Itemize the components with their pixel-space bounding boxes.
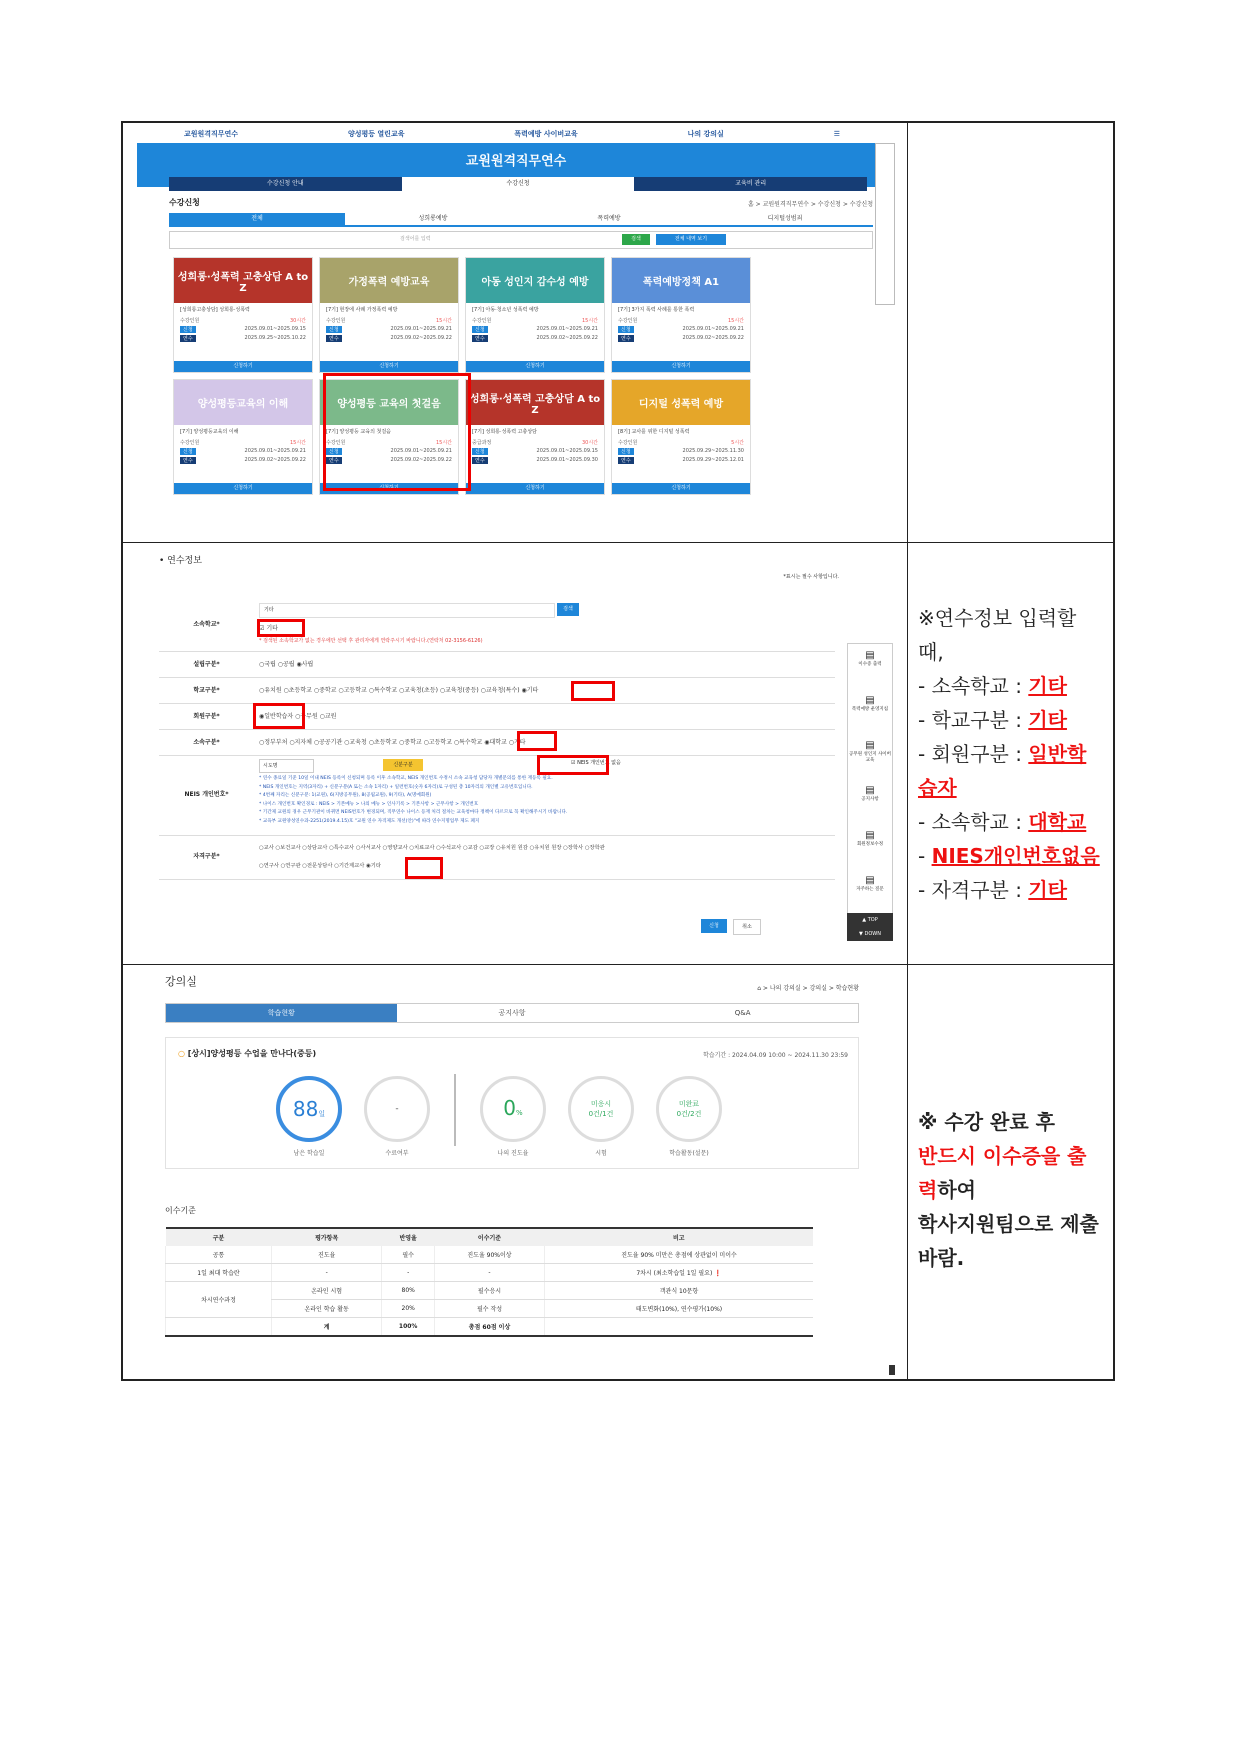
document-icon: ▤ (865, 740, 875, 751)
field-label: 회원구분* (193, 713, 220, 720)
table-cell: - (271, 1264, 381, 1282)
table-sum-row (166, 1318, 814, 1337)
side-menu-label: 공무원 성인지 사이버교육 (849, 752, 891, 763)
table-cell: 태도변화(10%), 연수평가(10%) (545, 1300, 813, 1318)
note-highlight: 기타 (1028, 674, 1067, 698)
table-header: 반영율 (382, 1228, 435, 1246)
note-highlight: 기타 (1028, 708, 1067, 732)
table-row (166, 1246, 814, 1264)
search-all-button[interactable]: 전체 내역 보기 (656, 234, 726, 245)
apply-button[interactable]: 신청하기 (466, 361, 604, 372)
course-date: 2025.09.02~2025.09.22 (244, 457, 306, 463)
course-label: 중급과정 (472, 440, 492, 446)
table-cell: 7차시 (최소학습일 1일 필요) ❗ (545, 1264, 813, 1282)
school-type-options[interactable]: ○유치원 ○초등학교 ○중학교 ○고등학교 ○특수학교 ○교육청(초등) ○교육청(중등) ○교육청(특수) ◉기타 (259, 687, 539, 694)
course-date: 2025.09.02~2025.09.22 (536, 335, 598, 341)
submit-button[interactable]: 신청 (701, 919, 727, 933)
table-cell: 공통 (166, 1246, 272, 1264)
period-badge: 신청 (472, 448, 488, 455)
exam-status: 미응시 (590, 1100, 612, 1108)
course-card[interactable] (611, 257, 751, 373)
screenshot-classroom: 강의실 ⌂ > 나의 강의실 > 강의실 > 학습현황 학습현황 공지사항 Q&A ○ [상시]양성평등 수업을 만나다(중등) 학습기간 : 2024.04.09 10:00 ~ 2024.11.30 23:59 88일 남은 학습일 - 수료여부 0% 나의 진도율 미응시 0건/1건 시험 미완료 0건/2건 학습활동(설문) 이수기준 구분 평가항목 반영율 이수기준 비고 공통 진도율 필수 진도율 90%이상 진도율 90% 미만은 총점에 상관없이 미이수 1일 최대 학습란 - - - 7차시 (최소학습일 1일 필요) ❗ 차시연수과정 온라인 시험 80% 필수응시 객관식 10문항 온라인 학습 활동 20% 필수 작성 태도변화(10%), 연수평가(10%) 계 100% 총점 60점 이상 (129, 965, 895, 1379)
apply-button[interactable]: 신청하기 (466, 483, 604, 494)
subtab-active[interactable]: 수강신청 (402, 177, 635, 191)
activity-circle (656, 1076, 722, 1142)
period-badge: 신청 (326, 326, 342, 333)
completion-circle: - (364, 1076, 430, 1142)
side-menu-label: 회원정보수정 (856, 842, 884, 847)
down-button[interactable]: ▼ DOWN (859, 931, 881, 937)
highlight-box (517, 731, 557, 751)
required-note: *표시는 필수 사항입니다. (783, 574, 839, 580)
exam-count: 0건/1건 (588, 1110, 614, 1118)
table-header: 평가항목 (271, 1228, 381, 1246)
table-cell: 1일 최대 학습란 (166, 1264, 272, 1282)
document-icon: ▤ (865, 695, 875, 706)
side-menu-item[interactable] (848, 779, 892, 824)
course-card[interactable] (319, 257, 459, 373)
side-menu-item[interactable] (848, 734, 892, 779)
course-title: [7기] 양성평등교육의 이해 (180, 429, 239, 435)
course-date: 2025.09.01~2025.09.21 (536, 326, 598, 332)
course-label: 수강인원 (180, 440, 200, 446)
subtab[interactable]: 수강신청 안내 (169, 177, 402, 191)
menu-icon[interactable]: ☰ (833, 130, 840, 138)
period-badge: 연수 (618, 457, 634, 464)
course-thumbnail: 양성평등 교육의 첫걸음 (320, 380, 458, 425)
note-line: - 소속학교 : (918, 674, 1029, 698)
table-cell: 필수응시 (434, 1282, 544, 1300)
course-hours: 5시간 (731, 440, 744, 446)
table-cell: - (382, 1264, 435, 1282)
course-title: [8기] 교사를 위한 디지털 성폭력 (618, 429, 690, 435)
neis-note-line: * 나이스 개인번호 확인경로 : NEIS > 기본메뉴 > 나의 메뉴 > 인사기록 > 기본사항 > 근무사항 > 개인번호 (259, 801, 479, 807)
course-status-box (165, 1037, 859, 1169)
course-label: 수강인원 (326, 318, 346, 324)
period-badge: 신청 (618, 448, 634, 455)
highlight-box (253, 703, 305, 729)
course-title: [7기] 3가지 폭력 사례를 통한 폭력 (618, 307, 695, 313)
table-cell: 진도율 90% 미만은 총점에 상관없이 미이수 (545, 1246, 813, 1264)
apply-button[interactable]: 신청하기 (174, 361, 312, 372)
table-cell: 객관식 10문항 (545, 1282, 813, 1300)
field-label: NEIS 개인번호* (184, 791, 229, 798)
course-title: [7기] 현장에 사례 가정폭력 예방 (326, 307, 398, 313)
course-title: [상시]양성평등 수업을 만나다(중등) (187, 1049, 317, 1058)
course-thumbnail: 가정폭력 예방교육 (320, 258, 458, 303)
note-highlight: NIES개인번호없음 (931, 844, 1100, 868)
tab-learning-status[interactable]: 학습현황 (166, 1004, 397, 1022)
period-badge: 연수 (472, 335, 488, 342)
course-date: 2025.09.02~2025.09.22 (390, 457, 452, 463)
course-card[interactable] (611, 379, 751, 495)
note-line: - 자격구분 : (918, 878, 1029, 902)
classroom-tabs (165, 1003, 859, 1023)
study-period: 학습기간 : 2024.04.09 10:00 ~ 2024.11.30 23:59 (703, 1052, 848, 1059)
neis-note-line: * 연수 종료일 기준 10일 이내 NEIS 등록이 신청되며 등록 이후 소속학교, NEIS 개인번호 수정시 소속 교육청 담당자 개별문의를 통한 재등록 필요. (259, 776, 553, 781)
breadcrumb: 나의 강의실 > 강의실 > 학습현황 (769, 985, 859, 992)
field-affiliation (159, 729, 835, 756)
activity-status: 미완료 (678, 1100, 700, 1108)
side-menu-item[interactable] (848, 869, 892, 914)
note-line: 하여 (937, 1178, 976, 1202)
table-cell: 총점 60점 이상 (434, 1318, 544, 1337)
page-title: 수강신청 (169, 198, 200, 207)
side-menu-label: 폭력예방 운영지침 (851, 707, 889, 712)
course-card[interactable] (173, 257, 313, 373)
page-title: 강의실 (165, 975, 197, 988)
school-note: * 검색된 소속학교가 없는 경우에만 선택 후 관리자에게 연락주시기 바랍니다.(연락처 02-3156-6126) (259, 638, 483, 644)
table-cell: 80% (382, 1282, 435, 1300)
course-title: [7기] 양성평등 교육의 첫걸음 (326, 429, 391, 435)
course-label: 수강인원 (472, 318, 492, 324)
top-button[interactable]: ▲ TOP (862, 917, 878, 923)
note-classroom (918, 1105, 1105, 1275)
nav-item[interactable]: 폭력예방 사이버교육 (514, 130, 578, 138)
table-cell: 온라인 시험 (271, 1282, 381, 1300)
side-menu-item[interactable] (848, 644, 892, 689)
note-highlight: 반드시 이수증을 출력 (918, 1144, 1087, 1202)
course-date: 2025.09.01~2025.09.15 (536, 448, 598, 454)
course-date: 2025.09.01~2025.09.30 (536, 457, 598, 463)
field-label: 설립구분* (193, 661, 220, 668)
circle-icon: ○ (178, 1049, 185, 1058)
top-navigation (129, 123, 895, 145)
field-certificate (159, 835, 835, 880)
document-icon: ▤ (865, 785, 875, 796)
apply-button[interactable]: 신청하기 (174, 483, 312, 494)
criteria-title: 이수기준 (165, 1206, 196, 1215)
course-date: 2025.09.01~2025.09.21 (390, 326, 452, 332)
course-label: 수강인원 (180, 318, 200, 324)
table-cell: - (434, 1264, 544, 1282)
highlight-box (257, 619, 305, 637)
document-icon: ▤ (865, 875, 875, 886)
neis-region-select[interactable]: 시도명 (259, 759, 314, 773)
foundation-options[interactable]: ○국립 ○공립 ◉사립 (259, 661, 314, 668)
field-label: 소속구분* (193, 739, 220, 746)
table-cell: 100% (382, 1318, 435, 1337)
table-row (166, 1264, 814, 1282)
field-foundation (159, 651, 835, 678)
period-badge: 신청 (180, 326, 196, 333)
days-unit: 일 (318, 1110, 326, 1118)
side-quick-menu (875, 143, 895, 305)
top-down-buttons (847, 913, 893, 941)
document-icon: ▤ (865, 830, 875, 841)
criteria-table (165, 1227, 813, 1337)
progress-unit: % (516, 1109, 523, 1117)
cancel-button[interactable]: 취소 (733, 919, 761, 935)
activity-count: 0건/2건 (676, 1110, 702, 1118)
member-options[interactable]: ◉일반학습자 ○공무원 ○교원 (259, 713, 337, 720)
nav-item[interactable]: 나의 강의실 (687, 130, 724, 138)
home-icon[interactable]: ⌂ (757, 985, 761, 992)
apply-button[interactable]: 신청하기 (612, 361, 750, 372)
exam-circle (568, 1076, 634, 1142)
table-cell (545, 1318, 813, 1337)
course-date: 2025.09.01~2025.09.21 (682, 326, 744, 332)
period-badge: 연수 (618, 335, 634, 342)
highlight-box (537, 755, 609, 775)
course-hours: 15시간 (435, 318, 452, 324)
note-highlight: 기타 (1028, 878, 1067, 902)
note-line: ※ 수강 완료 후 (918, 1110, 1055, 1134)
course-date: 2025.09.02~2025.09.22 (682, 335, 744, 341)
note-line: 학사지원팀으로 제출바람. (918, 1212, 1099, 1270)
nav-item[interactable]: 양성평등 열린교육 (347, 130, 405, 138)
period-badge: 연수 (472, 457, 488, 464)
school-etc-check: 기타 (266, 625, 278, 632)
period-badge: 연수 (326, 457, 342, 464)
table-header: 비고 (545, 1228, 813, 1246)
checkbox-icon[interactable]: ☑ (259, 625, 265, 632)
course-thumbnail: 성희롱·성폭력 고충상담 A to Z (174, 258, 312, 303)
neis-notes (259, 775, 567, 826)
note-line: - 학교구분 : (918, 708, 1029, 732)
tab-qna[interactable]: Q&A (734, 1009, 751, 1017)
course-hours: 15시간 (581, 318, 598, 324)
course-date: 2025.09.29~2025.11.30 (682, 448, 744, 454)
table-cell: 필수 (382, 1246, 435, 1264)
course-thumbnail: 디지털 성폭력 예방 (612, 380, 750, 425)
highlight-box (571, 681, 615, 701)
days-left-value: 88 (292, 1097, 319, 1121)
category-tab[interactable]: 성희롱예방 (418, 215, 448, 222)
period-badge: 신청 (618, 326, 634, 333)
exam-label: 시험 (595, 1150, 607, 1157)
category-tabs (169, 213, 873, 227)
course-thumbnail: 폭력예방정책 A1 (612, 258, 750, 303)
scrollbar[interactable] (889, 1365, 895, 1375)
days-left-label: 남은 학습일 (293, 1150, 325, 1157)
sub-tabs (169, 177, 867, 191)
apply-button[interactable]: 신청하기 (612, 483, 750, 494)
table-header: 이수기준 (434, 1228, 544, 1246)
note-highlight: 대학교 (1028, 810, 1087, 834)
certificate-options-2[interactable]: ○연구사 ○연구관 ○전문상담사 ○기간제교사 ◉기타 (259, 863, 381, 869)
progress-label: 나의 진도율 (497, 1150, 529, 1157)
progress-circle (480, 1076, 546, 1142)
table-row (166, 1282, 814, 1300)
period-badge: 신청 (472, 326, 488, 333)
course-date: 2025.09.01~2025.09.21 (244, 448, 306, 454)
note-line: - 회원구분 : (918, 742, 1029, 766)
table-cell: 진도율 (271, 1246, 381, 1264)
neis-note-line: * 교육부 교원양성연수과-2251(2019.4.15)호 "교원 연수 자격제도 개선(안)"에 따라 연수지명업무 제도 폐지 (259, 818, 480, 824)
neis-none-check: NEIS 개인번호 없음 (577, 760, 621, 766)
course-title: [7기] 성희롱·성폭력 고충상담 (472, 429, 537, 435)
period-badge: 연수 (180, 335, 196, 342)
subtab[interactable]: 교육비 관리 (634, 177, 867, 191)
highlight-box (405, 857, 443, 879)
nav-item[interactable]: 교원원격직무연수 (183, 130, 239, 138)
note-training-info: ※연수정보 입력할 때, - 소속학교 : 기타 - 학교구분 : 기타 - 회원구분 : 일반학습자 - 소속학교 : 대학교 - NIES개인번호없음 - 자격구분 : 기타 (918, 601, 1105, 907)
side-menu-label: 공지사항 (861, 797, 879, 802)
certificate-options-1[interactable]: ○교사 ○보건교사 ○상담교사 ○특수교사 ○사서교사 ○영양교사 ○치료교사 ○수석교사 ○교감 ○교장 ○유치원 원감 ○유치원 원장 ○장학사 ○장학관 (259, 845, 605, 851)
document-table (121, 121, 1115, 1381)
apply-button[interactable]: 신청하기 (320, 483, 458, 494)
row-classroom (123, 965, 1113, 1379)
neis-type-select[interactable]: 신분구분 (383, 759, 423, 771)
search-bar (169, 231, 873, 249)
days-left-circle (276, 1076, 342, 1142)
table-header: 구분 (166, 1228, 272, 1246)
progress-value: 0 (503, 1096, 517, 1120)
note-line: - 소속학교 : (918, 810, 1029, 834)
row-training-info (123, 543, 1113, 965)
side-menu-label: 자주하는 질문 (856, 887, 884, 892)
field-label: 자격구분* (193, 853, 220, 860)
table-cell: 필수 작성 (434, 1300, 544, 1318)
course-title: [7기] 아동·청소년 성폭력 예방 (472, 307, 539, 313)
table-cell: 온라인 학습 활동 (271, 1300, 381, 1318)
breadcrumb: 홈 > 교원원격직무연수 > 수강신청 > 수강신청 (747, 201, 873, 208)
side-menu-item[interactable] (848, 689, 892, 734)
row-course-list (123, 123, 1113, 543)
tab-notice[interactable]: 공지사항 (498, 1009, 526, 1017)
course-label: 수강인원 (618, 440, 638, 446)
side-menu-item[interactable] (848, 824, 892, 869)
course-hours: 30시간 (581, 440, 598, 446)
course-date: 2025.09.01~2025.09.21 (390, 448, 452, 454)
table-cell: 20% (382, 1300, 435, 1318)
screenshot-training-info (129, 543, 895, 964)
course-card[interactable] (465, 379, 605, 495)
category-tab[interactable]: 디지털성범죄 (767, 215, 803, 222)
course-date: 2025.09.25~2025.10.22 (244, 335, 306, 341)
course-thumbnail: 성희롱·성폭력 고충상담 A to Z (466, 380, 604, 425)
completion-label: 수료여부 (385, 1150, 409, 1157)
side-quick-menu (847, 643, 893, 915)
course-card[interactable] (465, 257, 605, 373)
course-label: 수강인원 (326, 440, 346, 446)
period-badge: 신청 (180, 448, 196, 455)
course-thumbnail: 아동 성인지 감수성 예방 (466, 258, 604, 303)
apply-button[interactable]: 신청하기 (320, 361, 458, 372)
neis-note-line: * NEIS 개인번호는 지역(3자리) + 신분구분(A 또는 소속 1자리) + 일련번호(숫자 6자리)로 구성된 총 10자리의 개인별 고유번호입니다. (259, 784, 533, 790)
course-thumbnail: 양성평등교육의 이해 (174, 380, 312, 425)
checkbox-icon[interactable]: ☑ (571, 760, 576, 766)
course-hours: 15시간 (435, 440, 452, 446)
field-school-type (159, 677, 835, 704)
course-card[interactable] (173, 379, 313, 495)
search-input[interactable]: 검색어를 입력 (400, 236, 431, 242)
field-label: 소속학교* (193, 621, 220, 628)
table-cell: 계 (271, 1318, 381, 1337)
neis-note-line: * 4번째 자리는 신분구분: 1(교원), 6(지방공무원), 8(공립교원), 9(기타), A(명예회원) (259, 793, 432, 798)
course-title: [성희롱고충상담] 성희롱·성폭력 (180, 307, 250, 313)
note-line: ※연수정보 입력할 때, (918, 606, 1077, 664)
course-hours: 15시간 (727, 318, 744, 324)
course-date: 2025.09.01~2025.09.15 (244, 326, 306, 332)
period-badge: 연수 (326, 335, 342, 342)
course-date: 2025.09.02~2025.09.22 (390, 335, 452, 341)
affiliation-options[interactable]: ○정부부처 ○지자체 ○공공기관 ○교육청 ○초등학교 ○중학교 ○고등학교 ○특수학교 ◉대학교 ○기타 (259, 739, 526, 746)
course-label: 수강인원 (618, 318, 638, 324)
activity-label: 학습활동(설문) (669, 1150, 709, 1157)
table-cell: 진도율 90%이상 (434, 1246, 544, 1264)
screenshot-course-application (129, 123, 895, 542)
school-input[interactable]: 기타 (259, 603, 555, 618)
course-date: 2025.09.29~2025.12.01 (682, 457, 744, 463)
school-search-button[interactable]: 검색 (557, 603, 579, 616)
section-title: • 연수정보 (159, 556, 202, 566)
field-neis (159, 755, 835, 836)
table-cell: 차시연수과정 (166, 1282, 272, 1318)
document-icon: ▤ (865, 650, 875, 661)
course-hours: 15시간 (289, 440, 306, 446)
search-button[interactable]: 검색 (622, 234, 650, 245)
banner: 교원원격직무연수 (137, 143, 895, 187)
note-highlight: 일반학습자 (918, 742, 1087, 800)
period-badge: 신청 (326, 448, 342, 455)
field-label: 학교구분* (193, 687, 220, 694)
course-hours: 30시간 (289, 318, 306, 324)
category-tab[interactable]: 전체 (169, 213, 345, 225)
category-tab[interactable]: 폭력예방 (597, 215, 621, 222)
table-cell (166, 1318, 272, 1337)
neis-note-line: * 기간제 교원의 경우 근무기관이 바뀌면 NEIS번호가 변경되며, 직무연수 나이스 등재 처리 절차는 교육청마다 정책이 다르므로 꼭 확인해주시기 바랍니다. (259, 810, 568, 815)
highlight-box (323, 373, 471, 491)
period-badge: 연수 (180, 457, 196, 464)
side-menu-label: 이수증 출력 (858, 662, 882, 667)
